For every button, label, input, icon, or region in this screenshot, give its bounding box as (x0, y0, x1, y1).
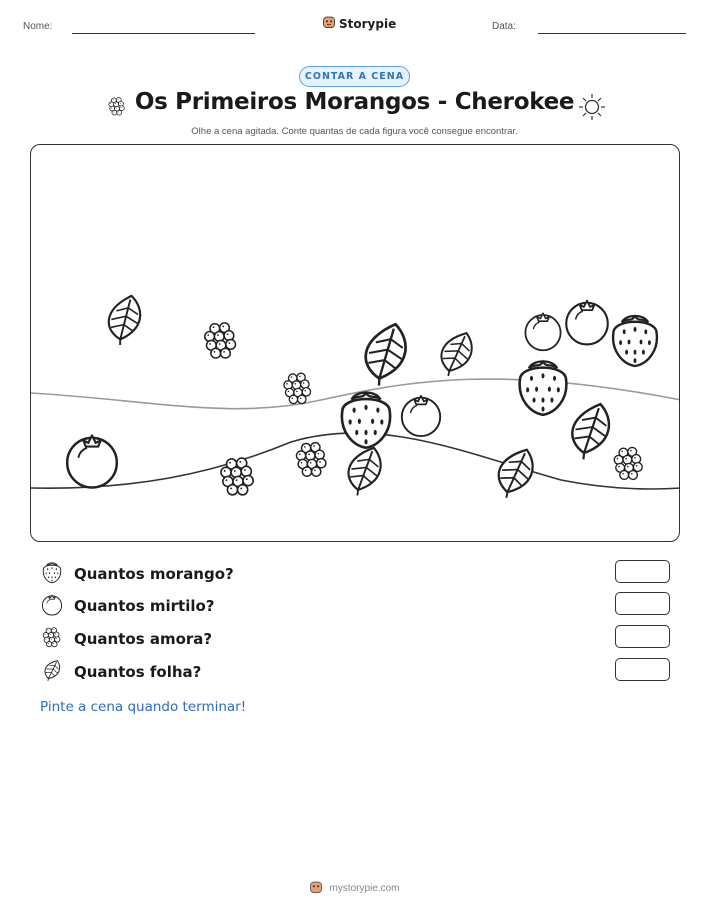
footer (0, 880, 709, 897)
scene-illustration (31, 145, 680, 542)
blackberry-icon (296, 443, 325, 477)
strawberry-icon (520, 361, 567, 414)
name-label: Nome: (23, 21, 53, 32)
question-row (40, 658, 670, 686)
blackberry-icon (205, 323, 236, 358)
blackberry-icon (40, 625, 64, 653)
leaf-icon (489, 443, 541, 503)
leaf-icon (40, 658, 64, 686)
page-subtitle: Olhe a cena agitada. Conte quantas de cada figura você consegue encontrar. (191, 126, 518, 137)
question-text: Quantos amora? (74, 630, 213, 648)
blueberry-icon (525, 313, 560, 350)
page-title: Os Primeiros Morangos - Cherokee (134, 89, 575, 115)
name-line[interactable] (72, 33, 255, 34)
leaf-icon (433, 327, 479, 381)
answer-box[interactable] (615, 658, 670, 681)
strawberry-icon (613, 316, 657, 366)
date-line[interactable] (538, 33, 686, 34)
blueberry-icon (566, 301, 608, 345)
question-text: Quantos morango? (74, 565, 234, 583)
scene-frame (30, 144, 680, 542)
leaf-icon (340, 442, 387, 500)
answer-box[interactable] (615, 560, 670, 583)
footer-url[interactable]: mystorypie.com (329, 883, 400, 894)
question-text: Quantos folha? (74, 663, 202, 681)
leaf-icon (102, 291, 146, 348)
blueberry-icon (40, 592, 64, 620)
answer-box[interactable] (615, 592, 670, 615)
leaf-icon (563, 398, 616, 464)
brand-logo (322, 15, 396, 32)
strawberry-icon (342, 393, 390, 448)
coloring-instruction: Pinte a cena quando terminar! (40, 699, 247, 715)
activity-badge: CONTAR A CENA (299, 66, 410, 87)
blackberry-icon (614, 447, 642, 479)
question-row (40, 625, 670, 653)
leaf-icon (357, 318, 414, 390)
sun-icon (578, 93, 606, 125)
blueberry-icon (67, 435, 117, 487)
question-row (40, 560, 670, 588)
blackberry-icon (284, 373, 311, 403)
answer-box[interactable] (615, 625, 670, 648)
blueberry-icon (402, 396, 440, 436)
strawberry-icon (40, 560, 64, 588)
date-label: Data: (492, 21, 516, 32)
storypie-mascot-icon (322, 15, 336, 32)
brand-name: Storypie (339, 16, 397, 31)
question-row (40, 592, 670, 620)
blackberry-icon (221, 458, 253, 495)
storypie-mascot-icon (309, 880, 323, 897)
question-text: Quantos mirtilo? (74, 597, 215, 615)
